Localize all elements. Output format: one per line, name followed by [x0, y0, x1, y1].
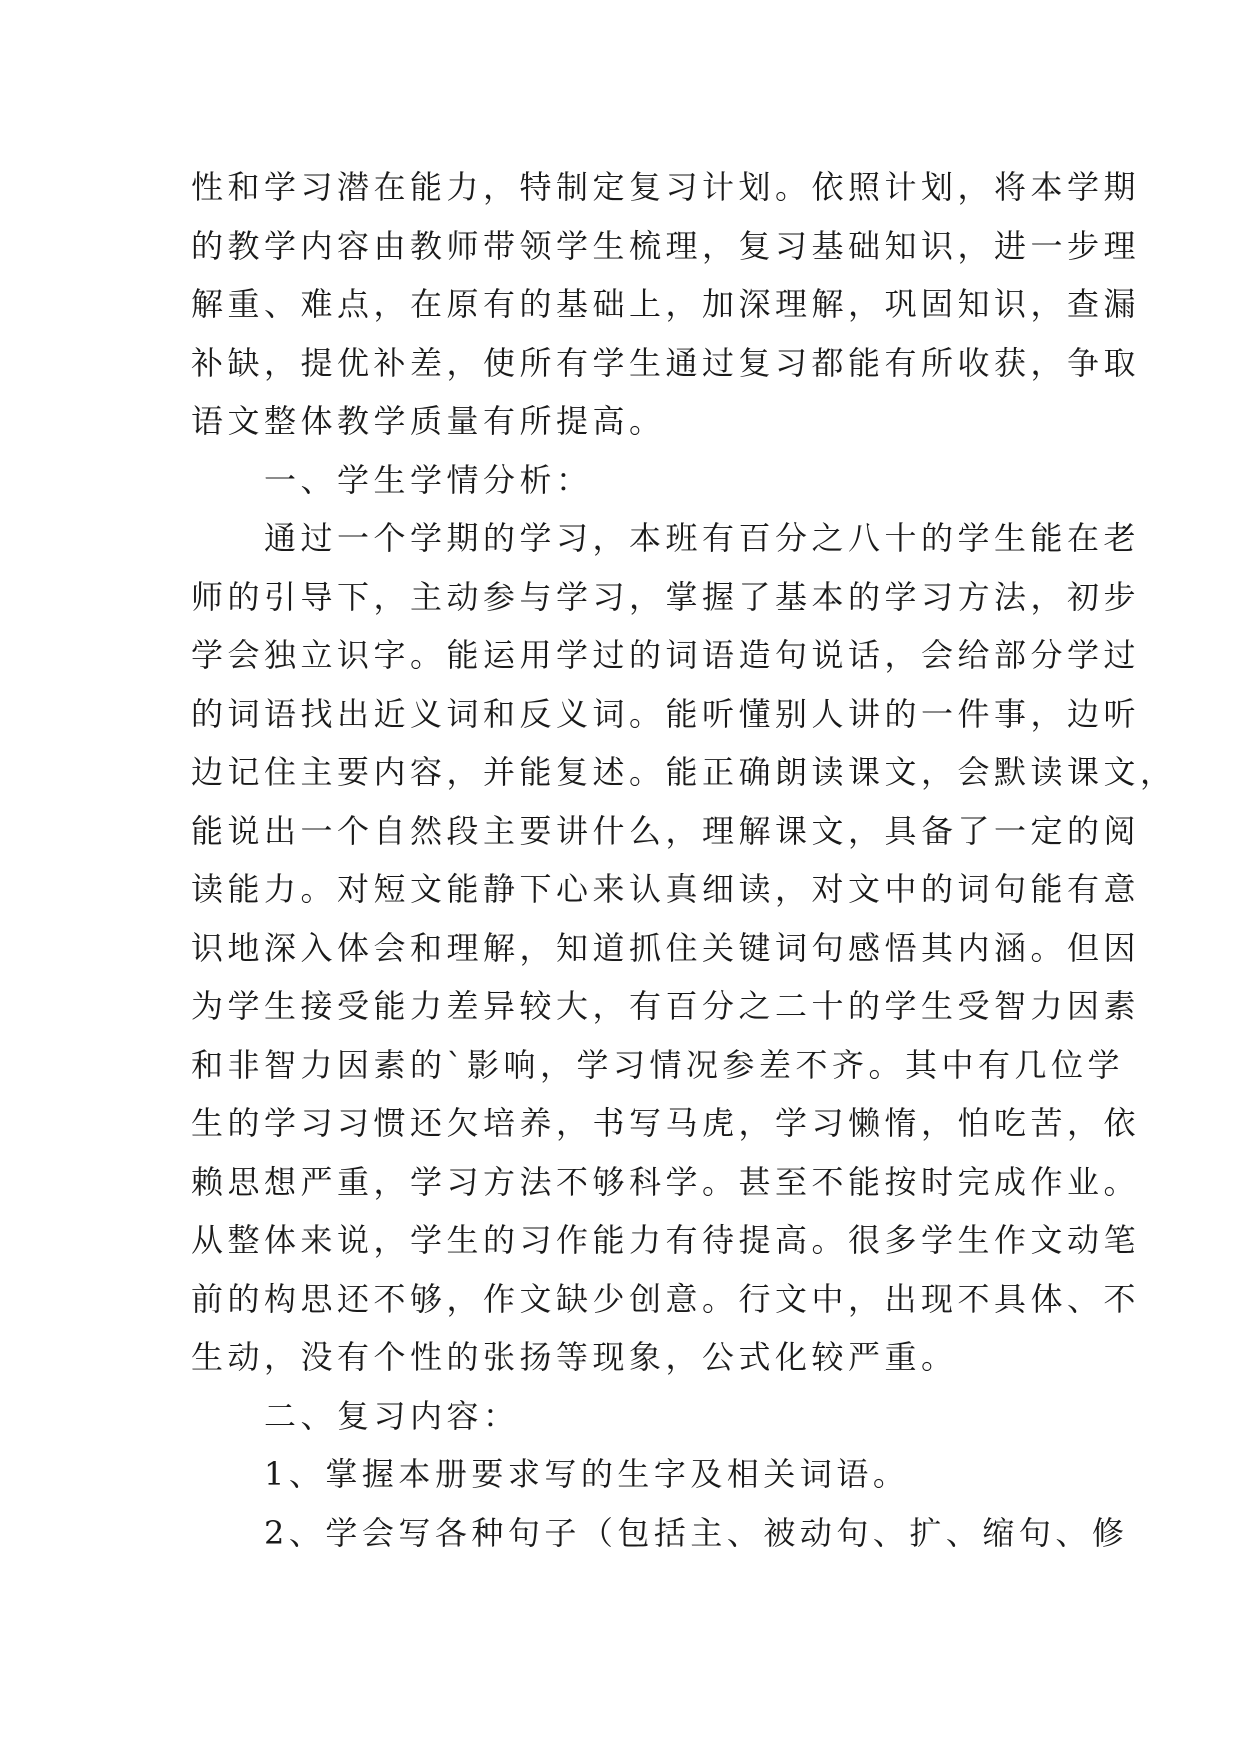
text-line: 解重、难点，在原有的基础上，加深理解，巩固知识，查漏 — [191, 285, 1141, 323]
text-line: 能说出一个自然段主要讲什么，理解课文，具备了一定的阅 — [191, 811, 1141, 850]
text-line: 师的引导下，主动参与学习，掌握了基本的学习方法，初步 — [191, 577, 1141, 616]
text-line: 和非智力因素的`影响，学习情况参差不齐。其中有几位学 — [191, 1045, 1125, 1084]
list-item: 1、掌握本册要求写的生字及相关词语。 — [191, 1455, 910, 1493]
text-line: 从整体来说，学生的习作能力有待提高。很多学生作文动笔 — [191, 1221, 1141, 1259]
section-heading: 一、学生学情分析： — [191, 460, 593, 499]
text-line: 补缺，提优补差，使所有学生通过复习都能有所收获，争取 — [191, 343, 1141, 382]
text-line: 的教学内容由教师带领学生梳理，复习基础知识，进一步理 — [191, 226, 1141, 265]
section-heading: 二、复习内容： — [191, 1396, 520, 1435]
text-line: 前的构思还不够，作文缺少创意。行文中，出现不具体、不 — [191, 1279, 1141, 1318]
text-line: 通过一个学期的学习，本班有百分之八十的学生能在老 — [191, 519, 1141, 557]
document-body — [191, 158, 1177, 1562]
text-line: 读能力。对短文能静下心来认真细读，对文中的词句能有意 — [191, 870, 1141, 908]
text-line: 为学生接受能力差异较大，有百分之二十的学生受智力因素 — [191, 987, 1141, 1025]
text-line: 学会独立识字。能运用学过的词语造句说话，会给部分学过 — [191, 636, 1141, 674]
text-line: 生动，没有个性的张扬等现象，公式化较严重。 — [191, 1338, 958, 1376]
text-line: 语文整体教学质量有所提高。 — [191, 402, 666, 440]
text-line: 性和学习潜在能力，特制定复习计划。依照计划，将本学期 — [191, 168, 1141, 206]
text-line: 边记住主要内容，并能复述。能正确朗读课文，会默读课文， — [191, 753, 1177, 791]
text-line: 赖思想严重，学习方法不够科学。甚至不能按时完成作业。 — [191, 1162, 1141, 1201]
text-line: 的词语找出近义词和反义词。能听懂别人讲的一件事，边听 — [191, 694, 1141, 733]
text-line: 生的学习习惯还欠培养，书写马虎，学习懒惰，怕吃苦，依 — [191, 1104, 1141, 1142]
text-line: 识地深入体会和理解，知道抓住关键词句感悟其内涵。但因 — [191, 928, 1141, 967]
list-item: 2、学会写各种句子（包括主、被动句、扩、缩句、修 — [191, 1513, 1129, 1552]
